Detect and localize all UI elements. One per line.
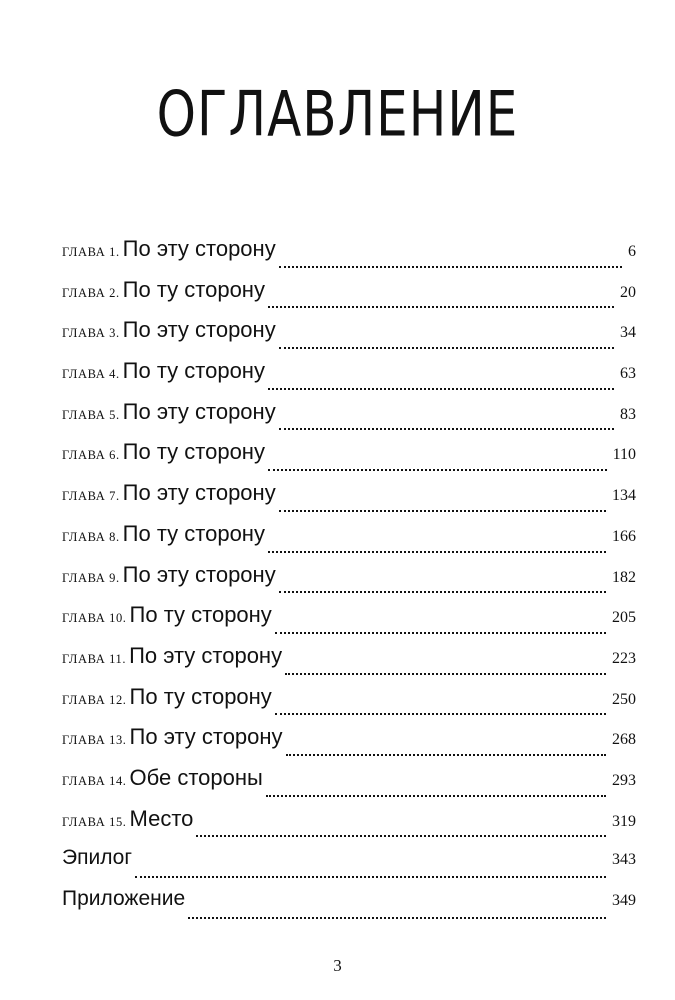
chapter-label: ГЛАВА 11. <box>62 651 127 666</box>
dot-leader <box>279 347 614 349</box>
toc-entry[interactable] <box>62 684 636 725</box>
chapter-title: По ту сторону <box>122 276 265 302</box>
chapter-label: ГЛАВА 6. <box>62 448 120 463</box>
chapter-label: ГЛАВА 7. <box>62 489 120 504</box>
chapter-title: По ту сторону <box>122 520 265 546</box>
dot-leader <box>196 835 606 837</box>
dot-leader <box>279 266 622 268</box>
chapter-title: По ту сторону <box>129 602 272 628</box>
chapter-label: ГЛАВА 8. <box>62 529 120 544</box>
chapter-page-number: 268 <box>612 731 636 749</box>
chapter-title: Приложение <box>62 887 186 910</box>
chapter-label: ГЛАВА 1. <box>62 245 120 259</box>
toc-entry[interactable] <box>62 806 636 847</box>
table-of-contents <box>62 236 636 928</box>
dot-leader <box>279 510 606 512</box>
toc-entry[interactable] <box>62 521 636 562</box>
toc-entry[interactable] <box>62 399 636 440</box>
chapter-title: По эту сторону <box>129 642 283 668</box>
chapter-title: По ту сторону <box>122 358 265 384</box>
dot-leader <box>268 469 607 471</box>
chapter-page-number: 250 <box>612 690 636 708</box>
chapter-label: ГЛАВА 4. <box>62 367 120 382</box>
page-number: 3 <box>333 956 342 975</box>
chapter-page-number: 205 <box>612 609 636 627</box>
chapter-title: Место <box>129 805 194 831</box>
toc-entry[interactable] <box>62 887 636 928</box>
dot-leader <box>135 876 606 878</box>
chapter-page-number: 319 <box>612 812 636 830</box>
dot-leader <box>286 754 606 756</box>
chapter-label: ГЛАВА 3. <box>62 326 120 341</box>
chapter-page-number: 110 <box>612 446 636 464</box>
chapter-label: ГЛАВА 14. <box>62 773 127 788</box>
toc-entry[interactable] <box>62 480 636 521</box>
chapter-title: По эту сторону <box>122 480 276 506</box>
chapter-title: По эту сторону <box>129 724 283 750</box>
chapter-label: ГЛАВА 13. <box>62 733 127 748</box>
chapter-page-number: 182 <box>612 568 636 586</box>
chapter-page-number: 20 <box>620 283 636 301</box>
chapter-label: ГЛАВА 15. <box>62 814 127 829</box>
toc-entry[interactable] <box>62 277 636 318</box>
chapter-label: ГЛАВА 12. <box>62 692 127 707</box>
chapter-title: Эпилог <box>62 846 133 870</box>
toc-entry[interactable] <box>62 317 636 358</box>
chapter-page-number: 134 <box>612 487 636 505</box>
chapter-page-number: 343 <box>612 851 636 869</box>
chapter-title: По ту сторону <box>122 439 265 465</box>
dot-leader <box>275 632 606 634</box>
toc-entry[interactable] <box>62 602 636 643</box>
chapter-page-number: 293 <box>612 771 636 789</box>
toc-entry[interactable] <box>62 846 636 887</box>
chapter-page-number: 166 <box>612 527 636 545</box>
toc-entry[interactable] <box>62 643 636 684</box>
chapter-page-number: 34 <box>620 324 636 342</box>
dot-leader <box>279 428 614 430</box>
toc-entry[interactable] <box>62 358 636 399</box>
toc-entry[interactable] <box>62 439 636 480</box>
dot-leader <box>266 795 606 797</box>
chapter-title: По эту сторону <box>122 561 276 587</box>
toc-entry[interactable] <box>62 236 636 277</box>
dot-leader <box>188 917 606 919</box>
chapter-label: ГЛАВА 9. <box>62 570 120 585</box>
page-title: ОГЛАВЛЕНИЕ <box>156 78 519 151</box>
chapter-page-number: 83 <box>620 405 636 423</box>
dot-leader <box>285 673 606 675</box>
chapter-title: Обе стороны <box>129 764 263 790</box>
toc-entry[interactable] <box>62 724 636 765</box>
chapter-label: ГЛАВА 10. <box>62 611 127 626</box>
toc-entry[interactable] <box>62 562 636 603</box>
chapter-label: ГЛАВА 5. <box>62 407 120 422</box>
dot-leader <box>279 591 606 593</box>
chapter-page-number: 63 <box>620 365 636 383</box>
chapter-label: ГЛАВА 2. <box>62 285 120 300</box>
chapter-title: По эту сторону <box>122 236 276 261</box>
chapter-title: По эту сторону <box>122 398 276 424</box>
chapter-page-number: 223 <box>612 649 636 667</box>
dot-leader <box>268 551 606 553</box>
dot-leader <box>275 713 606 715</box>
chapter-page-number: 6 <box>628 243 636 260</box>
chapter-page-number: 349 <box>612 892 636 909</box>
dot-leader <box>268 306 614 308</box>
toc-entry[interactable] <box>62 765 636 806</box>
chapter-title: По ту сторону <box>129 683 272 709</box>
dot-leader <box>268 388 614 390</box>
chapter-title: По эту сторону <box>122 317 276 343</box>
